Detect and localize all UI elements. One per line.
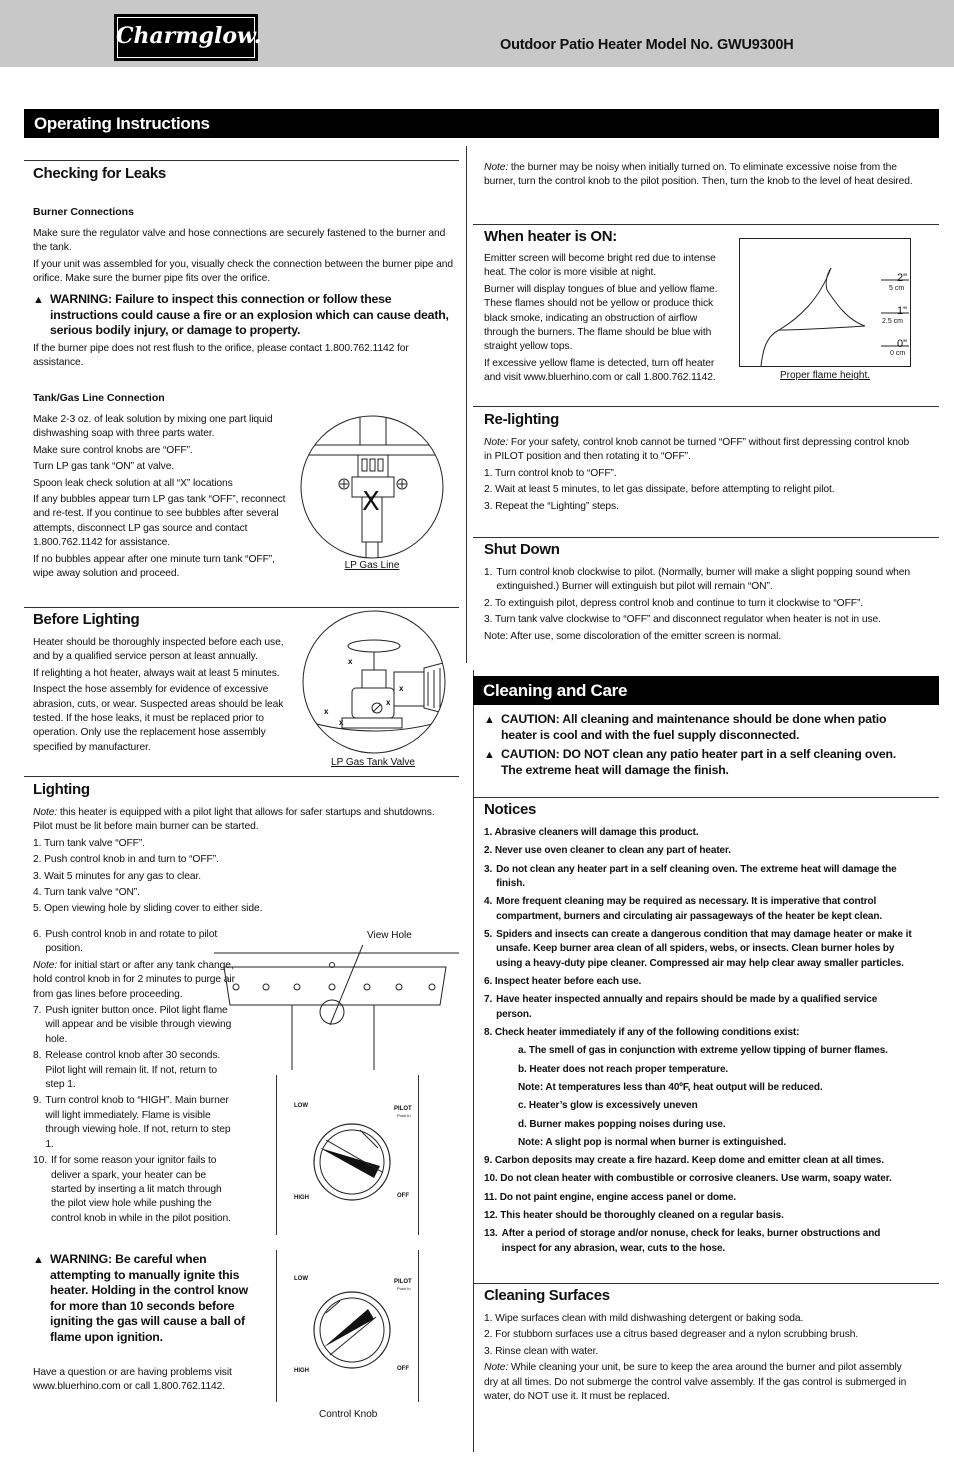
column-divider <box>466 146 467 663</box>
leak-x-marker: X <box>362 487 380 517</box>
view-hole-label: View Hole <box>367 930 412 941</box>
tank-steps: Make 2-3 oz. of leak solution by mixing one part liquid dishwashing soap with three parts water. Make sure control knobs are “OFF”. Turn LP gas tank “ON” at valve. Spoon leak check solution at all “X” locations If any bubbles appear turn LP gas tank “OFF”, reconnect and re-test. If you continue to see bubbles after several attempts, disconnect LP gas source and contact 1.800.762.1142 for assistance. If no bubbles appear after one minute turn tank “OFF”, wipe away solution and proceed. <box>33 414 286 580</box>
relighting-text: Note: For your safety, control knob cannot be turned “OFF” without first depressing control knob in PILOT position and then rotating it to “OFF”. 1. Turn control knob to “OFF”. 2. Wait at least 5 minutes, to let gas dissipate, before attempting to relight pilot. 3. Repeat the “Lighting” steps. <box>484 437 910 512</box>
knob-low-label: LOW <box>294 1103 308 1109</box>
cleaning-cautions: ▲ CAUTION: All cleaning and maintenance should be done when patio heater is cool and with the fuel supply disconnected. ▲ CAUTION: DO NOT clean any patio heater part in a self cleaning oven. The extreme heat will damage the finish. <box>484 712 897 777</box>
figure-rule <box>418 1075 419 1235</box>
flame-height-figure <box>739 238 911 368</box>
logo-text: Charmglow. <box>116 23 262 49</box>
divider <box>24 160 459 161</box>
cleaning-surfaces-text: 1. Wipe surfaces clean with mild dishwashing detergent or baking soda. 2. For stubborn surfaces use a citrus based degreaser and a nylon scrubbing brush. 3. Rinse clean with water. Note: While cleaning your unit, be sure to keep the area around the burner and pilot assembly dry at all times. Do not submerge the control valve assembly. If the gas control is submerged in water, do NOT use it. It must be replaced. <box>484 1313 907 1403</box>
divider <box>24 607 459 608</box>
height-1in: 1" <box>897 305 908 317</box>
height-5cm: 5 cm <box>889 285 905 292</box>
cleaning-surfaces-heading: Cleaning Surfaces <box>484 1287 610 1304</box>
height-0cm: 0 cm <box>890 350 906 357</box>
relighting-heading: Re-lighting <box>484 411 560 428</box>
knob-pushin-label: Push In <box>397 1286 411 1291</box>
model-title: Outdoor Patio Heater Model No. GWU9300H <box>500 37 794 53</box>
height-0in: 0" <box>897 338 908 350</box>
figure-rule <box>276 1250 277 1402</box>
lighting-contact: Have a question or are having problems visit www.bluerhino.com or call 1.800.762.1142. <box>33 1367 232 1393</box>
knob-pilot-label: PILOT <box>394 1106 412 1112</box>
height-2.5cm: 2.5 cm <box>882 318 904 325</box>
leak-x-marker: x <box>348 657 353 666</box>
leak-x-marker: x <box>339 718 344 727</box>
knob-high-label: HIGH <box>294 1368 309 1374</box>
column-divider-lower <box>473 670 474 1452</box>
when-on-text: Emitter screen will become bright red due to intense heat. The color is more visible at night. Burner will display tongues of blue and yellow flame. These flames should not be yellow or produce thick black smoke, indicating an obstruction of airflow through the burners. The flame should be blue with straight yellow tops. If excessive yellow flame is detected, turn off heater and visit www.bluerhino.com or call 1.800.762.1142. <box>484 253 718 384</box>
before-lighting-text: Heater should be thoroughly inspected before each use, and by a qualified service person at least annually. If relighting a hot heater, always wait at least 5 minutes. Inspect the hose assembly for evidence of excessive abrasion, cuts, or wear. Suspected areas should be leak tested. If the hose leaks, it must be replaced prior to operation. Only use the replacement hose assembly specified by manufacturer. <box>33 637 284 753</box>
knob-pilot-label: PILOT <box>394 1279 412 1285</box>
checking-heading: Checking for Leaks <box>33 165 166 182</box>
warning-icon: ▲ <box>33 1254 44 1266</box>
leak-x-marker: x <box>399 684 404 693</box>
warning-icon: ▲ <box>484 749 495 761</box>
lp-tank-valve-caption: LP Gas Tank Valve <box>331 757 415 768</box>
lighting-steps: 6. Push control knob in and rotate to pilot position. Note: for initial start or after any tank change, hold control knob in for 2 minutes to purge air from gas lines before proceeding. 7. Push igniter button once. Pilot light flame will appear and be visible through viewing hole. 8. Release control knob after 30 seconds. Pilot light will remain lit. If not, return to step 1. 9. Turn control knob to “HIGH”. Main burner will light immediately. Flame is visible through viewing hole. If not, return to step 1. 10. If for some reason your ignitor fails to deliver a spark, your heater can be started by inserting a lit match through the pilot view hole while pushing the control knob in while in the pilot position. <box>33 929 235 1224</box>
lighting-heading: Lighting <box>33 781 90 798</box>
divider <box>473 224 939 225</box>
notices-heading: Notices <box>484 801 537 818</box>
figure-rule <box>276 1075 277 1235</box>
burner-text: Make sure the regulator valve and hose connections are securely fastened to the burner and the tank. If your unit was assembled for you, visually check the connection between the burner pipe and orifice. Make sure the burner pipe fits over the orifice. <box>33 228 453 285</box>
knob-low-label: LOW <box>294 1276 308 1282</box>
lighting-warning: ▲ WARNING: Be careful when attempting to manually ignite this heater. Holding in the control know for more than 10 seconds before igniting the gas will cause a ball of flame upon ignition. <box>33 1252 248 1344</box>
knob-off-label: OFF <box>397 1193 409 1199</box>
cleaning-section-title: Cleaning and Care <box>473 676 939 705</box>
divider <box>24 776 459 777</box>
knob-off-label: OFF <box>397 1366 409 1372</box>
divider <box>473 797 939 798</box>
shutdown-heading: Shut Down <box>484 541 560 558</box>
view-hole-figure <box>214 945 459 1070</box>
burner-contact: If the burner pipe does not rest flush to the orifice, please contact 1.800.762.1142 for assistance. <box>33 343 409 369</box>
notices-list: 1. Abrasive cleaners will damage this product. 2. Never use oven cleaner to clean any part of heater. 3. Do not clean any heater part in a self cleaning oven. The extreme heat will damage the finish. 4. More frequent cleaning may be required as necessary. It is imperative that control compartment, burners and circulating air passageways of the heater be kept clean. 5. Spiders and insects can create a dangerous condition that may damage heater or make it unsafe. Keep burner area clean of all spiders, webs, or insects. Clean burner holes by using a heavy-duty pipe cleaner. Compressed air may help clear away smaller particles. 6. Inspect heater before each use. 7. Have heater inspected annually and repairs should be made by a qualified service person. 8. Check heater immediately if any of the following conditions exist: a. The smell of gas in conjunction with extreme yellow tipping of burner flames. b. Heater does not reach proper temperature. Note: At temperatures less than 40ºF, heat output will be reduced. c. Heater’s glow is excessively uneven d. Burner makes popping noises during use. Note: A slight pop is normal when burner is extinguished. 9. Carbon deposits may create a fire hazard. Keep dome and emitter clean at all times. 10. Do not clean heater with combustible or corrosive cleaners. Use warm, soapy water. 11. Do not paint engine, engine access panel or dome. 12. This heater should be thoroughly cleaned on a regular basis. 13. After a period of storage and/or nonuse, check for leaks, burner obstructions and inspect for any abrasion, wear, cuts to the hose. <box>484 827 912 1254</box>
knob-high-label: HIGH <box>294 1195 309 1201</box>
brand-logo <box>114 14 262 61</box>
divider <box>473 406 939 407</box>
burner-connections-heading: Burner Connections <box>33 206 134 218</box>
operating-section-title: Operating Instructions <box>24 109 939 138</box>
before-lighting-heading: Before Lighting <box>33 611 140 628</box>
leak-x-marker: x <box>324 707 329 716</box>
burner-warning: ▲ WARNING: Failure to inspect this connection or follow these instructions could cause a fire or an explosion which can cause death, serious bodily injury, or damage to property. <box>33 292 449 337</box>
warning-icon: ▲ <box>33 294 44 306</box>
figure-rule <box>418 1250 419 1402</box>
shutdown-text: 1. Turn control knob clockwise to pilot. (Normally, burner will make a slight popping sound when extinguished.) Burner will extinguish but pilot will remain “ON”. 2. To extinguish pilot, depress control knob and continue to turn it clockwise to “OFF”. 3. Turn tank valve clockwise to “OFF” and disconnect regulator when heater is not in use. Note: After use, some discoloration of the emitter screen is normal. <box>484 567 911 642</box>
height-2in: 2" <box>897 272 908 284</box>
lp-tank-valve-figure <box>302 610 447 755</box>
tank-heading: Tank/Gas Line Connection <box>33 392 165 404</box>
noise-note: Note: the burner may be noisy when initially turned on. To eliminate excessive noise from the burner, turn the control knob to the pilot position. Then, turn the knob to the level of heat desired. <box>484 162 913 188</box>
warning-icon: ▲ <box>484 714 495 726</box>
knob-pushin-label: Push In <box>397 1113 411 1118</box>
lighting-intro: Note: this heater is equipped with a pilot light that allows for safer startups and shutdowns. Pilot must be lit before main burner can be started. 1. Turn tank valve “OFF”. 2. Push control knob in and turn to “OFF”. 3. Wait 5 minutes for any gas to clear. 4. Turn tank valve “ON”. 5. Open viewing hole by sliding cover to either side. <box>33 807 435 915</box>
divider <box>473 1283 939 1284</box>
leak-x-marker: x <box>386 698 391 707</box>
lp-gas-line-caption: LP Gas Line <box>344 560 400 571</box>
flame-height-caption: Proper flame height. <box>779 370 871 381</box>
when-on-heading: When heater is ON: <box>484 228 617 245</box>
control-knob-caption: Control Knob <box>319 1409 378 1420</box>
divider <box>473 537 939 538</box>
